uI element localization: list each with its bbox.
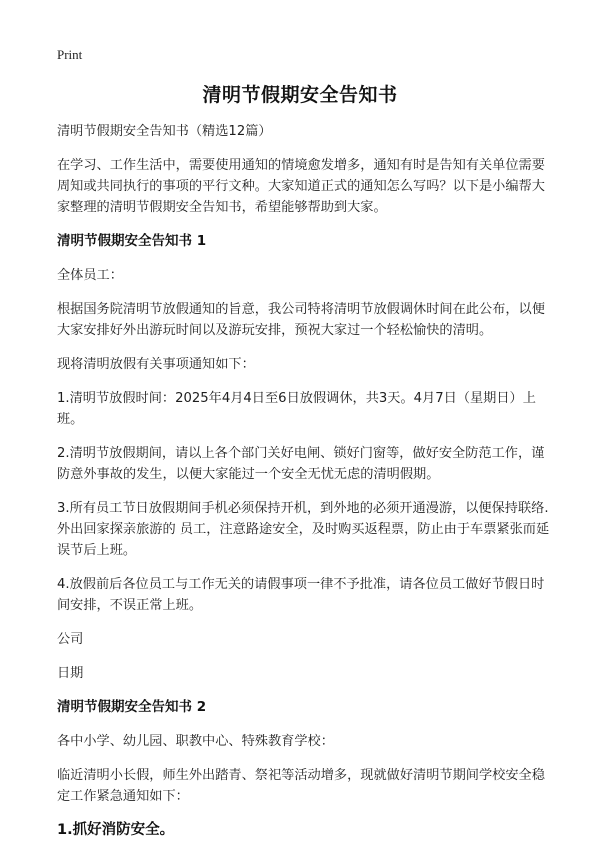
signature-date: 日期: [57, 666, 84, 681]
list-item: 2.清明节放假期间，请以上各个部门关好电闸、锁好门窗等，做好安全防范工作，谨防意外事故的发生，以便大家能过一个安全无忧无虑的清明假期。: [57, 446, 545, 482]
paragraph: 根据国务院清明节放假通知的旨意，我公司特将清明节放假调休时间在此公布，以便大家安排好外出游玩时间以及游玩安排，预祝大家过一个轻松愉快的清明。: [57, 302, 545, 338]
document-body: [57, 121, 550, 854]
page-title: 清明节假期安全告知书: [202, 84, 398, 106]
subtitle: 清明节假期安全告知书（精选12篇）: [57, 124, 272, 139]
salutation-2: 各中小学、幼儿园、职教中心、特殊教育学校：: [57, 734, 334, 749]
signature-company: 公司: [57, 632, 84, 647]
paragraph: 现将清明放假有关事项通知如下：: [57, 357, 255, 372]
list-item: 1.清明节放假时间：2025年4月4日至6日放假调休，共3天。4月7日（星期日）上班。: [57, 391, 536, 427]
salutation-1: 全体员工：: [57, 268, 123, 283]
paragraph: 临近清明小长假，师生外出踏青、祭祀等活动增多，现就做好清明节期间学校安全稳定工作紧急通知如下：: [57, 768, 545, 804]
intro-paragraph: 在学习、工作生活中，需要使用通知的情境愈发增多，通知有时是告知有关单位需要周知或共同执行的事项的平行文种。大家知道正式的通知怎么写吗？以下是小编帮大家整理的清明节假期安全告知书，希望能够帮助到大家。: [57, 158, 545, 215]
sub-heading: 1.抓好消防安全。: [57, 822, 175, 838]
list-item: 4.放假前后各位员工与工作无关的请假事项一律不予批准，请各位员工做好节假日时间安排，不误正常上班。: [57, 577, 545, 613]
print-link[interactable]: Print: [57, 47, 83, 62]
section-heading-1: 清明节假期安全告知书 1: [57, 233, 207, 249]
section-heading-2: 清明节假期安全告知书 2: [57, 699, 207, 715]
list-item: 3.所有员工节日放假期间手机必须保持开机，到外地的必须开通漫游，以便保持联络.外出回家探亲旅游的 员工，注意路途安全，及时购买返程票，防止由于车票紧张而延误节后上班。: [57, 501, 550, 558]
